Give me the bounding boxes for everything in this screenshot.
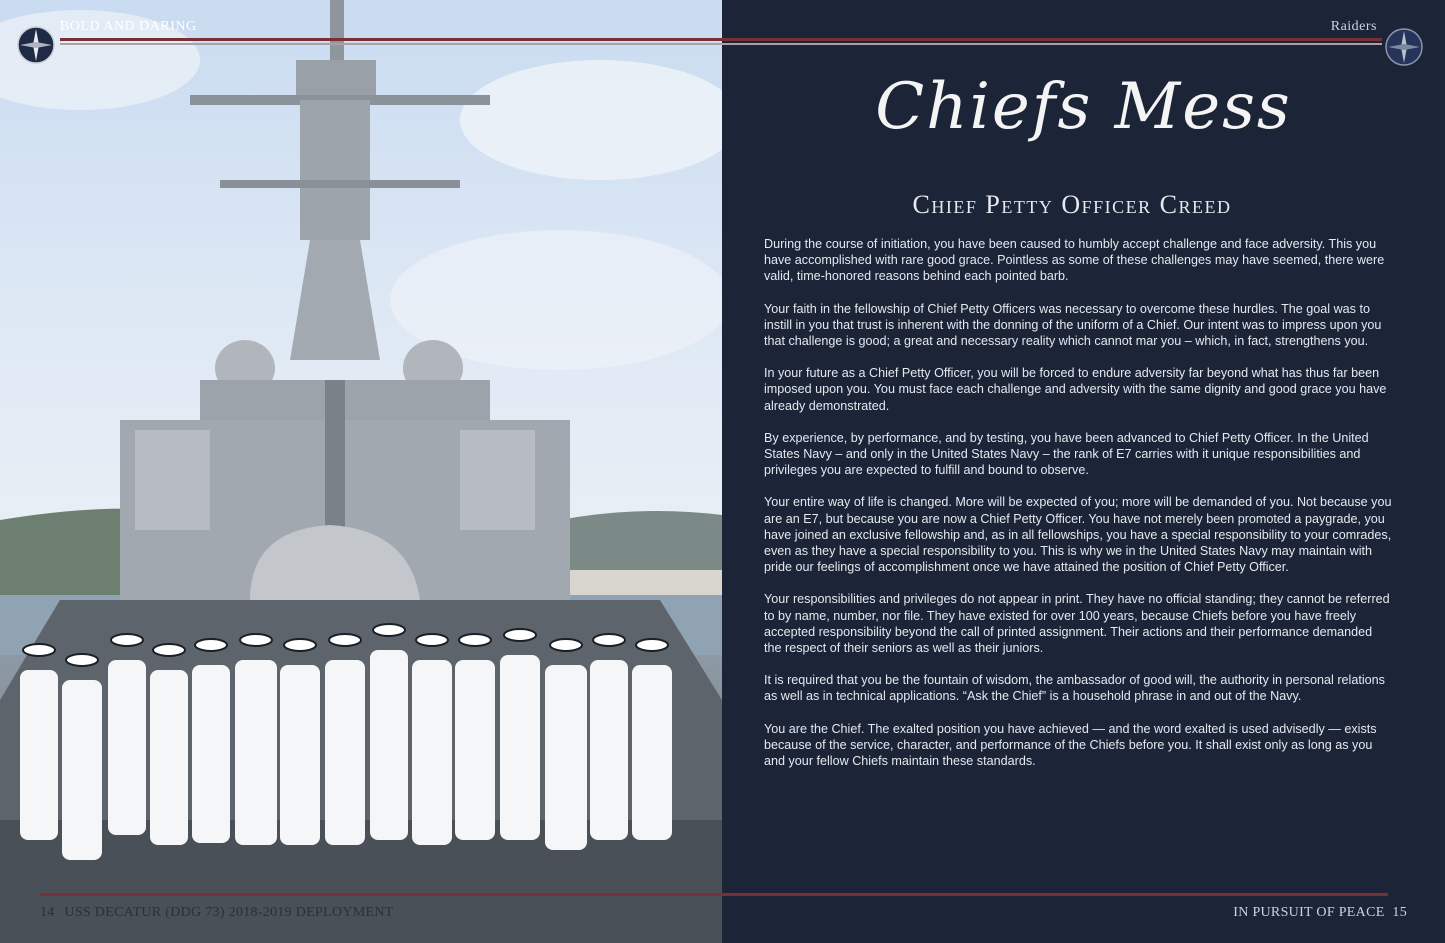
creed-text — [764, 236, 1392, 785]
destroyer-crew-photo — [0, 0, 722, 943]
header-rule-thin — [722, 43, 1382, 45]
creed-paragraph: Your entire way of life is changed. More will be expected of you; more will be demanded of you. Not because you are an E7, but because you are now a Chief Petty Officer. You have not merely been promoted a paygrade, you have joined an exclusive fellowship and, as in all fellowships, you have a special responsibility to your comrades, even as they have a special responsibility to you. This is why we in the United States Navy may maintain with pride our feelings of accomplishment once we have attained the position of Chief Petty Officer. — [764, 495, 1392, 575]
right-header: Raiders — [1330, 19, 1377, 34]
left-page — [0, 0, 722, 943]
right-footer — [1233, 905, 1407, 921]
compass-rose-icon — [1384, 27, 1424, 67]
section-heading: Chief Petty Officer Creed — [912, 190, 1232, 219]
page-number: 14 — [40, 905, 55, 920]
creed-paragraph: During the course of initiation, you have been caused to humbly accept challenge and face adversity. This you have accomplished with rare good grace. Pointless as some of these challenges may have seemed, there were valid, time-honored reasons behind each pointed barb. — [764, 237, 1385, 284]
header-rule — [722, 38, 1382, 41]
creed-paragraph: Your faith in the fellowship of Chief Petty Officers was necessary to overcome these hurdles. The goal was to instill in you that trust is inherent with the donning of the uniform of a Chief. Our intent was to impress upon you that challenge is good; a great and necessary reality which cannot mar you – which, in fact, strengthens you. — [764, 301, 1382, 349]
footer-title: USS DECATUR (DDG 73) 2018-2019 DEPLOYMENT — [64, 905, 394, 920]
creed-paragraph: Your responsibilities and privileges do not appear in print. They have no official standing; they cannot be referred to by name, number, nor file. They have existed for over 100 years, because Chiefs before you have freely accepted responsibility beyond the call of printed assignment. Their actions and their performance demanded the respect of their seniors as well as their juniors. — [764, 592, 1390, 656]
creed-paragraph: It is required that you be the fountain of wisdom, the ambassador of good will, the authority in personal relations as well as in technical applications. “Ask the Chief” is a household phrase in and out of the Navy. — [764, 673, 1385, 704]
footer-rule — [40, 893, 722, 896]
page-title: Chiefs Mess — [875, 70, 1292, 144]
creed-paragraph: In your future as a Chief Petty Officer, you will be forced to endure adversity far beyond what has thus far been imposed upon you. You must face each challenge and adversity with the same dignity and good grace you have already demonstrated. — [764, 366, 1387, 413]
header-rule — [60, 38, 722, 41]
right-page — [722, 0, 1445, 943]
page-number: 15 — [1392, 905, 1407, 920]
creed-paragraph: You are the Chief. The exalted position you have achieved — and the word exalted is used advisedly — exists because of the service, character, and performance of the Chiefs before you. It shall exist only as long as you and your fellow Chiefs maintain these standards. — [764, 721, 1377, 769]
left-footer — [40, 905, 394, 921]
creed-paragraph: By experience, by performance, and by testing, you have been advanced to Chief Petty Officer. In the United States Navy – and only in the United States Navy – the rank of E7 carries with it unique responsibilities and privileges you are expected to fulfill and bound to observe. — [764, 430, 1369, 478]
header-rule-thin — [60, 43, 722, 45]
left-header: BOLD AND DARING — [60, 19, 197, 34]
footer-title: IN PURSUIT OF PEACE — [1233, 905, 1385, 920]
footer-rule — [722, 893, 1388, 896]
compass-rose-icon — [16, 25, 56, 65]
